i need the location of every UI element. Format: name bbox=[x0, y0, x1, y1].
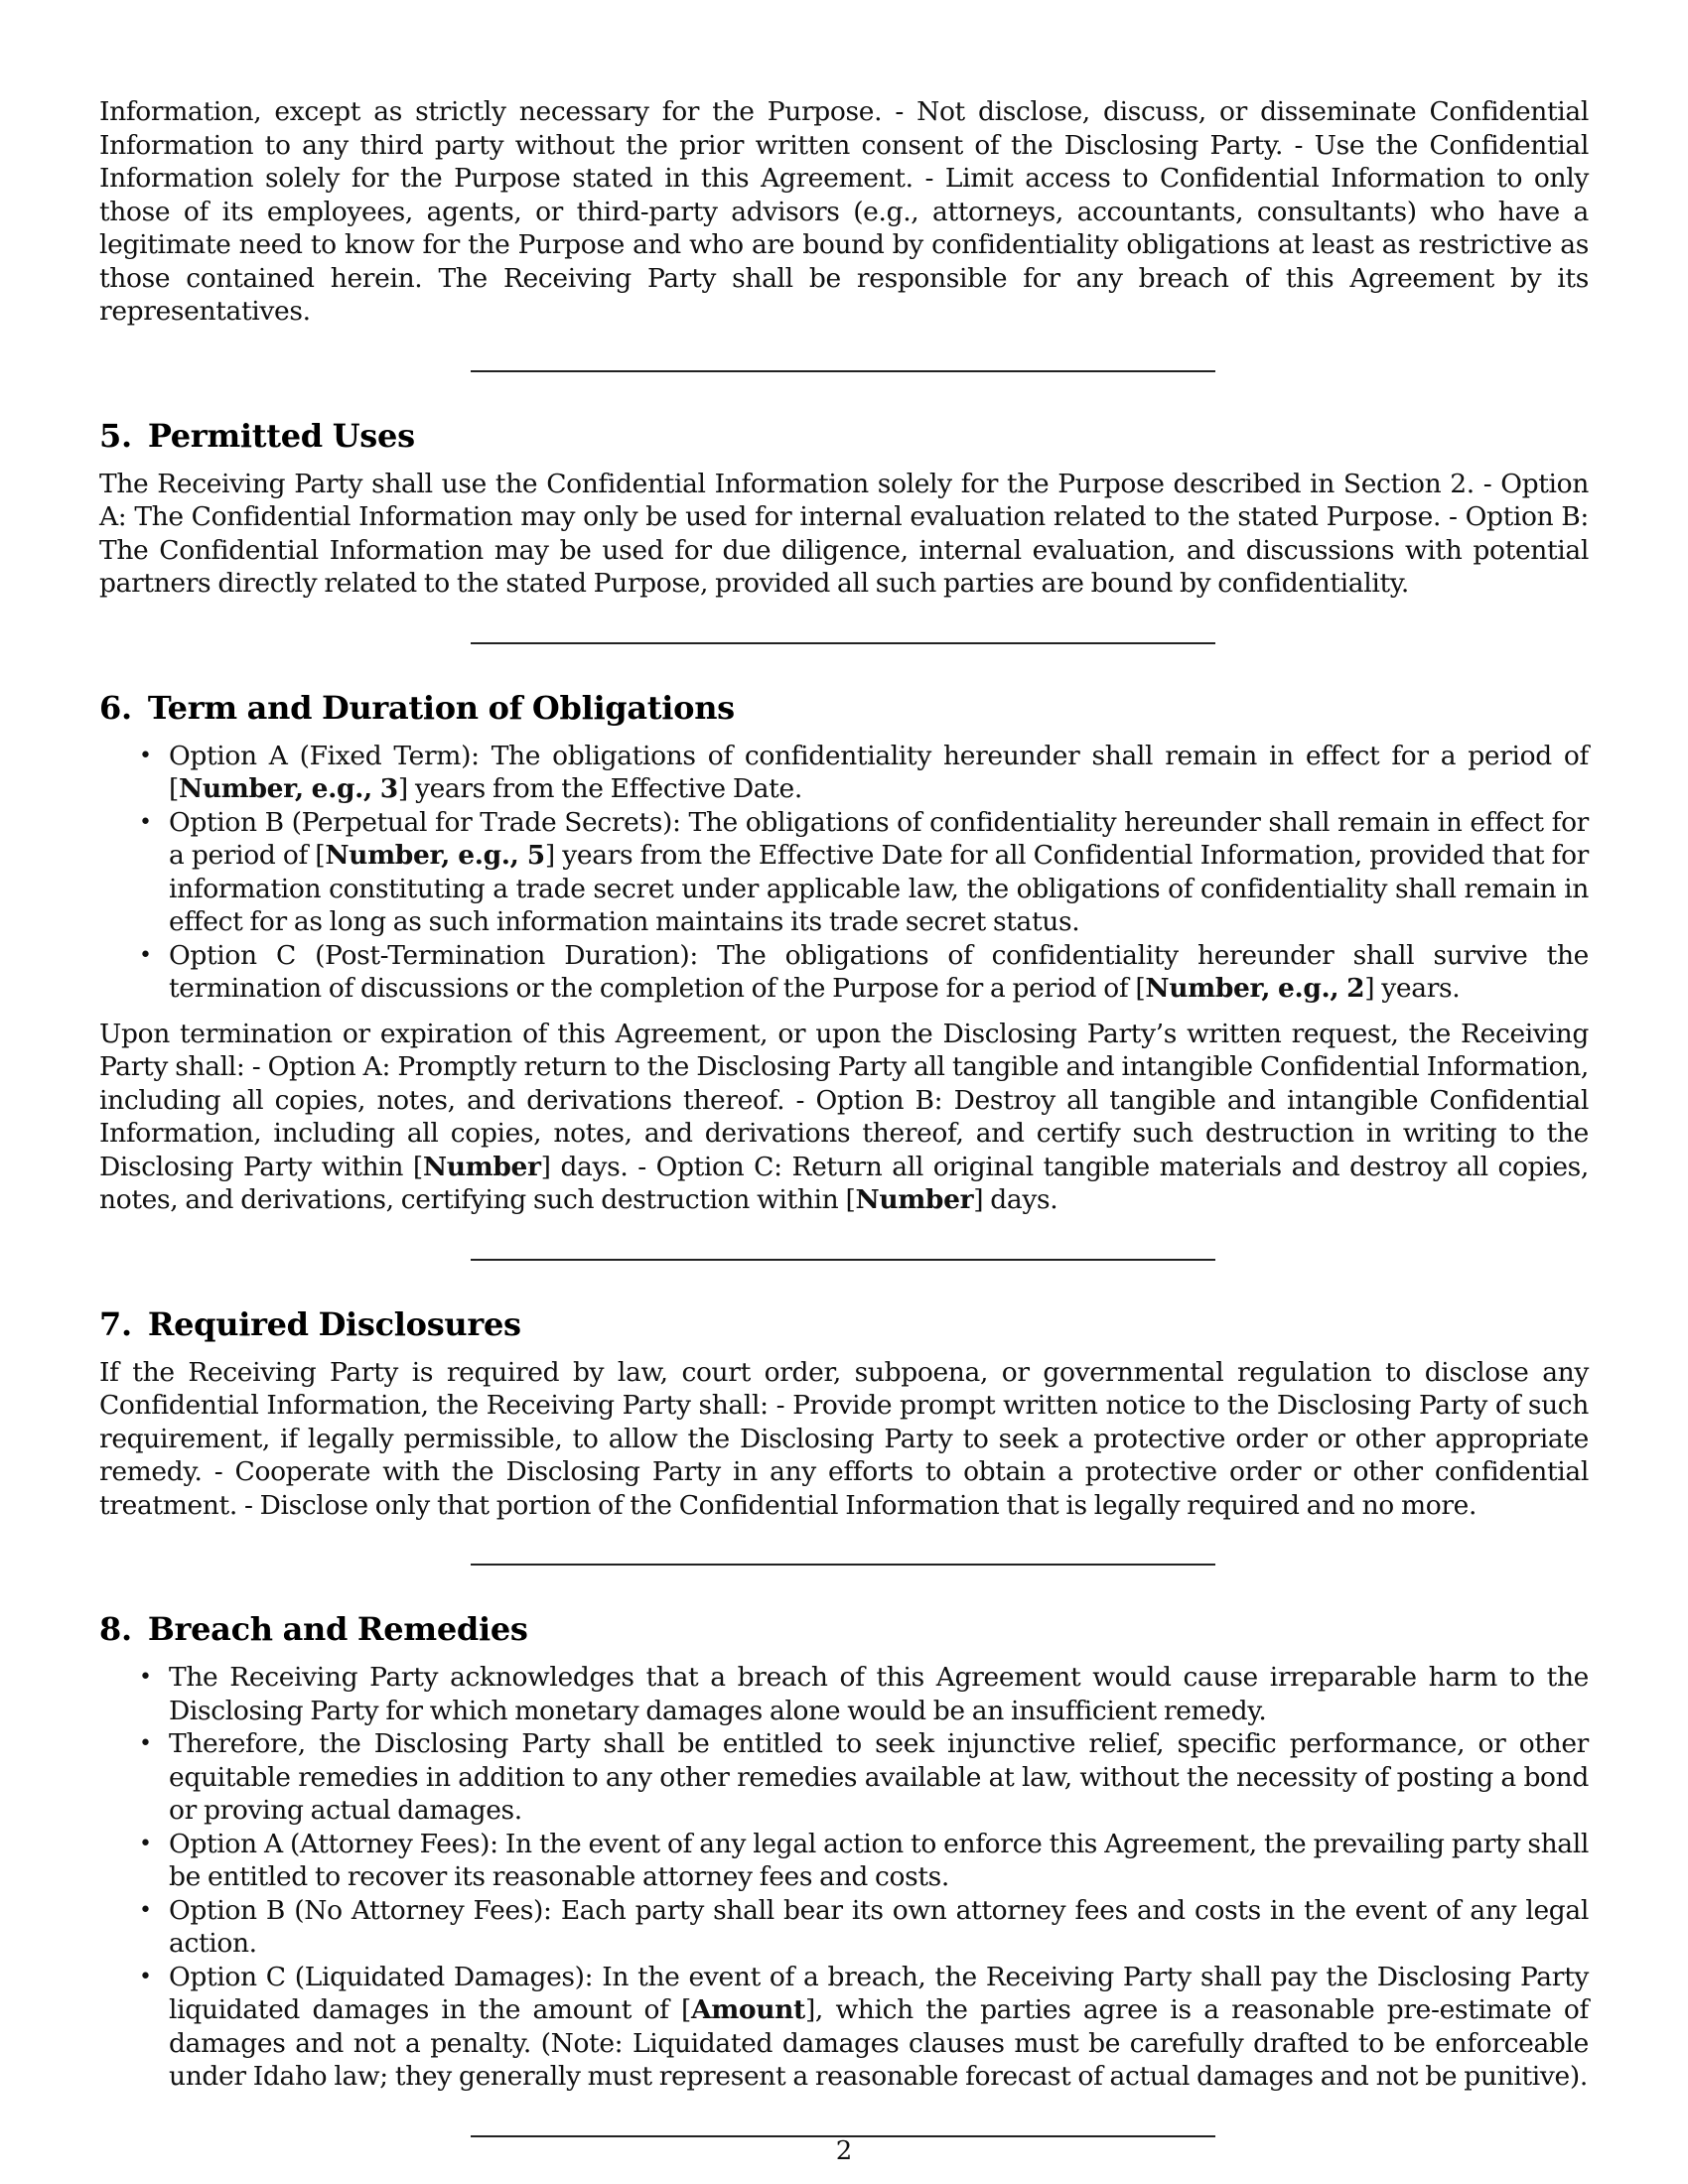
section-title: Breach and Remedies bbox=[147, 1610, 528, 1648]
list-item-text: The Receiving Party acknowledges that a breach of this Agreement would cause irreparable harm to the Disclosing Party for which monetary damages alone would be an insufficient remedy. bbox=[169, 1662, 1589, 1726]
section-divider bbox=[471, 370, 1215, 372]
section-6-list bbox=[99, 740, 1589, 1006]
list-item-text: ] years. bbox=[1364, 973, 1461, 1004]
section-title: Permitted Uses bbox=[147, 416, 415, 455]
bullet-icon: • bbox=[139, 1665, 152, 1690]
list-item-text: Option A (Attorney Fees): In the event of any legal action to enforce this Agreement, the prevailing party shall be entitled to recover its reasonable attorney fees and costs. bbox=[169, 1828, 1589, 1892]
bullet-icon: • bbox=[139, 1731, 152, 1756]
section-8-heading bbox=[99, 1609, 1589, 1649]
list-item-text: Option B (Perpetual for Trade Secrets): The obligations of confidentiality hereunder shall remain in effect for a period of [ bbox=[169, 806, 1589, 871]
list-item bbox=[99, 1894, 1589, 1961]
bullet-icon: • bbox=[139, 1831, 152, 1856]
list-item bbox=[99, 806, 1589, 939]
paragraph-text: Upon termination or expiration of this Agreement, or upon the Disclosing Party’s written request, the Receiving Party shall: - Option A: Promptly return to the Disclosing Party all tangible and intangible Confidential Information, including all copies, notes, and derivations thereof. - Option B: Destroy all tangible and intangible Confidential Information, including all copies, notes, and derivations thereof, and certify such destruction in writing to the Disclosing Party within [ bbox=[99, 1018, 1589, 1182]
bullet-icon: • bbox=[139, 1897, 152, 1923]
section-6-heading bbox=[99, 688, 1589, 728]
bullet-icon: • bbox=[139, 1964, 152, 1989]
page-number: 2 bbox=[835, 2136, 853, 2166]
bullet-icon: • bbox=[139, 743, 152, 768]
bullet-icon: • bbox=[139, 809, 152, 835]
section-8-list bbox=[99, 1661, 1589, 2094]
list-item bbox=[99, 1961, 1589, 2094]
list-item-text: ] years from the Effective Date for all Confidential Information, provided that for information constituting a trade secret under applicable law, the obligations of confidentiality shall remain in effect for as long as such information maintains its trade secret status. bbox=[169, 840, 1590, 937]
list-item-text: Option C (Post-Termination Duration): The obligations of confidentiality hereunder shall survive the termination of discussions or the completion of the Purpose for a period of [ bbox=[169, 939, 1589, 1004]
list-item-text: Option A (Fixed Term): The obligations of confidentiality hereunder shall remain in effect for a period of [ bbox=[169, 740, 1589, 804]
section-7-body: If the Receiving Party is required by law, court order, subpoena, or governmental regulation to disclose any Confidential Information, the Receiving Party shall: - Provide prompt written notice to the Disclosing Party of such requirement, if legally permissible, to allow the Disclosing Party to seek a protective order or other appropriate remedy. - Cooperate with the Disclosing Party in any efforts to obtain a protective order or other confidential treatment. - Disclose only that portion of the Confidential Information that is legally required and no more. bbox=[99, 1356, 1589, 1521]
paragraph-text: ] days. bbox=[973, 1184, 1058, 1215]
section-title: Term and Duration of Obligations bbox=[147, 688, 735, 727]
section-divider bbox=[471, 1259, 1215, 1261]
section-7-heading bbox=[99, 1304, 1589, 1344]
section-divider bbox=[471, 642, 1215, 644]
section-5-heading bbox=[99, 416, 1589, 456]
bullet-icon: • bbox=[139, 942, 152, 968]
list-item-text: ] years from the Effective Date. bbox=[397, 773, 802, 804]
section-title: Required Disclosures bbox=[147, 1304, 521, 1343]
section-5-body: The Receiving Party shall use the Confidential Information solely for the Purpose described in Section 2. - Option A: The Confidential Information may only be used for internal evaluation related to the stated Purpose. - Option B: The Confidential Information may be used for due diligence, internal evaluation, and discussions with potential partners directly related to the stated Purpose, provided all such parties are bound by confidentiality. bbox=[99, 468, 1589, 599]
section-number: 8. bbox=[99, 1610, 132, 1648]
intro-paragraph: Information, except as strictly necessary for the Purpose. - Not disclose, discuss, or disseminate Confidential Information to any third party without the prior written consent of the Disclosing Party. - Use the Confidential Information solely for the Purpose stated in this Agreement. - Limit access to Confidential Information to only those of its employees, agents, or third-party advisors (e.g., attorneys, accountants, consultants) who have a legitimate need to know for the Purpose and who are bound by confidentiality obligations at least as restrictive as those contained herein. The Receiving Party shall be responsible for any breach of this Agreement by its representatives. bbox=[99, 96, 1589, 327]
placeholder-term: Number, e.g., 5 bbox=[325, 840, 545, 871]
list-item bbox=[99, 740, 1589, 806]
placeholder-term: Number bbox=[422, 1151, 541, 1182]
list-item bbox=[99, 1828, 1589, 1894]
document-page bbox=[99, 95, 1589, 2137]
list-item-text: Option C (Liquidated Damages): In the event of a breach, the Receiving Party shall pay the Disclosing Party liquidated damages in the amount of [ bbox=[169, 1961, 1589, 2025]
placeholder-term: Number, e.g., 3 bbox=[179, 773, 398, 804]
list-item-text: Option B (No Attorney Fees): Each party shall bear its own attorney fees and costs in the event of any legal action. bbox=[169, 1894, 1589, 1959]
list-item-text: Therefore, the Disclosing Party shall be entitled to seek injunctive relief, specific performance, or other equitable remedies in addition to any other remedies available at law, without the necessity of posting a bond or proving actual damages. bbox=[169, 1728, 1589, 1826]
section-number: 5. bbox=[99, 416, 132, 455]
section-divider bbox=[471, 1564, 1215, 1566]
section-number: 7. bbox=[99, 1304, 132, 1343]
section-number: 6. bbox=[99, 688, 132, 727]
list-item-text: ], which the parties agree is a reasonable pre-estimate of damages and not a penalty. (Note: Liquidated damages clauses must be carefully drafted to be enforceable under Idaho law; they generally must represent a reasonable forecast of actual damages and not be punitive). bbox=[169, 1994, 1589, 2092]
list-item bbox=[99, 939, 1589, 1006]
placeholder-term: Amount bbox=[690, 1994, 805, 2025]
paragraph-text: ] days. - Option C: Return all original tangible materials and destroy all copies, notes, and derivations, certifying such destruction within [ bbox=[99, 1151, 1589, 1215]
list-item bbox=[99, 1727, 1589, 1828]
placeholder-term: Number bbox=[855, 1184, 974, 1215]
placeholder-term: Number, e.g., 2 bbox=[1145, 973, 1365, 1004]
section-6-return-paragraph bbox=[99, 1018, 1589, 1217]
list-item bbox=[99, 1661, 1589, 1727]
